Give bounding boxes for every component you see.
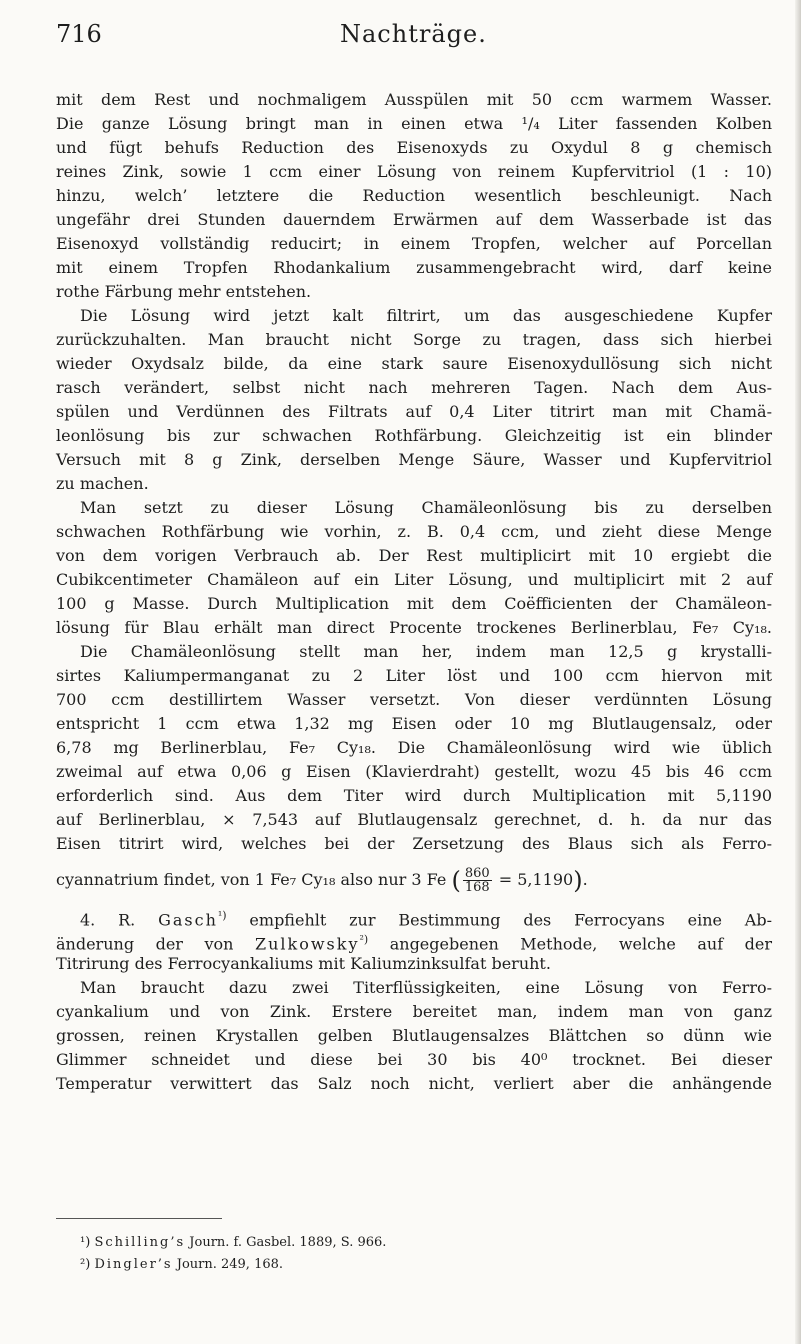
text-line: grossen, reinen Krystallen gelben Blutlaugensalzes Blättchen so dünn wie (56, 1026, 772, 1045)
author-name: Gasch (158, 910, 218, 930)
footnote-source: Dingler’s (94, 1257, 173, 1272)
author-name: Zulkowsky (254, 934, 360, 954)
text-line: Man setzt zu dieser Lösung Chamäleonlösung bis zu derselben (80, 498, 772, 517)
text-line: Glimmer schneidet und diese bei 30 bis 40⁰ trocknet. Bei dieser (56, 1050, 772, 1069)
text-line: zweimal auf etwa 0,06 g Eisen (Klavierdraht) gestellt, wozu 45 bis 46 ccm (56, 762, 772, 781)
text-line: mit einem Tropfen Rhodankalium zusammengebracht wird, darf keine (56, 258, 772, 277)
paragraph-4-line: Titrirung des Ferrocyankaliums mit Kaliumzinksulfat beruht. (56, 954, 551, 973)
text-fragment: änderung der von (56, 934, 234, 954)
text-line: mit dem Rest und nochmaligem Ausspülen mit 50 ccm warmem Wasser. (56, 90, 772, 109)
text-line: cyankalium und von Zink. Erstere bereitet man, indem man von ganz (56, 1002, 772, 1021)
text-line: Die Chamäleonlösung stellt man her, indem man 12,5 g krystalli- (80, 642, 772, 661)
text-line: zu machen. (56, 474, 149, 493)
text-line: ungefähr drei Stunden dauerndem Erwärmen auf dem Wasserbade ist das (56, 210, 772, 229)
footnote-divider (56, 1218, 222, 1219)
formula-text: cyannatrium findet, von 1 Fe₇ Cy₁₈ also nur 3 Fe (56, 870, 447, 889)
text-line: Man braucht dazu zwei Titerflüssigkeiten, eine Lösung von Ferro- (80, 978, 772, 997)
text-line: schwachen Rothfärbung wie vorhin, z. B. 0,4 ccm, und zieht diese Menge (56, 522, 772, 541)
footnote-ref: ²) (359, 933, 369, 946)
text-line: reines Zink, sowie 1 ccm einer Lösung von reinem Kupfervitriol (1 : 10) (56, 162, 772, 181)
footnote-text: Journ. 249, 168. (176, 1257, 284, 1272)
text-line: lösung für Blau erhält man direct Procente trockenes Berlinerblau, Fe₇ Cy₁₈. (56, 618, 772, 637)
text-line: hinzu, welch’ letztere die Reduction wesentlich beschleunigt. Nach (56, 186, 772, 205)
text-line: spülen und Verdünnen des Filtrats auf 0,4 Liter titrirt man mit Chamä- (56, 402, 772, 421)
text-fragment: 4. R. (80, 910, 136, 930)
formula-fraction (463, 867, 492, 894)
text-line: leonlösung bis zur schwachen Rothfärbung. Gleichzeitig ist ein blinder (56, 426, 772, 445)
text-line: von dem vorigen Verbrauch ab. Der Rest multiplicirt mit 10 ergiebt die (56, 546, 772, 565)
running-title: Nachträge. (340, 20, 487, 48)
text-line: erforderlich sind. Aus dem Titer wird durch Multiplication mit 5,1190 (56, 786, 772, 805)
text-fragment: angegebenen Methode, welche auf der (389, 934, 773, 954)
footnotes (80, 1232, 760, 1276)
text-line: Die ganze Lösung bringt man in einen etwa ¹/₄ Liter fassenden Kolben (56, 114, 772, 133)
formula-result: = 5,1190 (498, 870, 574, 889)
text-line: entspricht 1 ccm etwa 1,32 mg Eisen oder 10 mg Blutlaugensalz, oder (56, 714, 772, 733)
text-line: rothe Färbung mehr entstehen. (56, 282, 312, 301)
footnote-mark: ¹) (80, 1235, 91, 1250)
text-line: rasch verändert, selbst nicht nach mehreren Tagen. Nach dem Aus- (56, 378, 772, 397)
formula-line: cyannatrium findet, von 1 Fe₇ Cy₁₈ also nur 3 Fe ( $\frac{860}{168}$ = 5,1190). (56, 866, 588, 895)
page-number: 716 (56, 20, 102, 48)
footnote (80, 1254, 760, 1276)
page-header (56, 20, 756, 56)
body-text (56, 88, 772, 1096)
text-line: Eisenoxyd vollständig reducirt; in einem Tropfen, welcher auf Porcellan (56, 234, 772, 253)
text-line: 6,78 mg Berlinerblau, Fe₇ Cy₁₈. Die Chamäleonlösung wird wie üblich (56, 738, 772, 757)
text-line: wieder Oxydsalz bilde, da eine stark saure Eisenoxydullösung sich nicht (56, 354, 772, 373)
text-line: Die Lösung wird jetzt kalt filtrirt, um das ausgeschiedene Kupfer (80, 306, 772, 325)
text-line: und fügt behufs Reduction des Eisenoxyds zu Oxydul 8 g chemisch (56, 138, 772, 157)
text-line: 100 g Masse. Durch Multiplication mit dem Coëfficienten der Chamäleon- (56, 594, 772, 613)
footnote-ref: ¹) (217, 909, 227, 922)
text-line: Versuch mit 8 g Zink, derselben Menge Säure, Wasser und Kupfervitriol (56, 450, 772, 469)
text-fragment: empfiehlt zur Bestimmung des Ferrocyans eine Ab- (249, 910, 773, 930)
text-line: 700 ccm destillirtem Wasser versetzt. Von dieser verdünnten Lösung (56, 690, 772, 709)
paragraph-4-line (56, 904, 772, 928)
footnote (80, 1232, 760, 1254)
page-edge-shadow (795, 0, 801, 1344)
formula-paren: ) (573, 866, 583, 895)
formula-paren: ( (451, 866, 461, 895)
text-line: Eisen titrirt wird, welches bei der Zersetzung des Blaus sich als Ferro- (56, 834, 772, 853)
paragraph-4-line (56, 928, 772, 952)
text-line: Temperatur verwittert das Salz noch nicht, verliert aber die anhängende (56, 1074, 772, 1093)
footnote-source: Schilling’s (94, 1235, 186, 1250)
text-line: sirtes Kaliumpermanganat zu 2 Liter löst und 100 ccm hiervon mit (56, 666, 772, 685)
text-line: auf Berlinerblau, × 7,543 auf Blutlaugensalz gerechnet, d. h. da nur das (56, 810, 772, 829)
text-line: Cubikcentimeter Chamäleon auf ein Liter Lösung, und multiplicirt mit 2 auf (56, 570, 772, 589)
fraction-denominator: 168 (464, 880, 490, 895)
footnote-mark: ²) (80, 1257, 91, 1272)
footnote-text: Journ. f. Gasbel. 1889, S. 966. (189, 1235, 387, 1250)
fraction-numerator: 860 (464, 866, 490, 881)
text-line: zurückzuhalten. Man braucht nicht Sorge zu tragen, dass sich hierbei (56, 330, 772, 349)
